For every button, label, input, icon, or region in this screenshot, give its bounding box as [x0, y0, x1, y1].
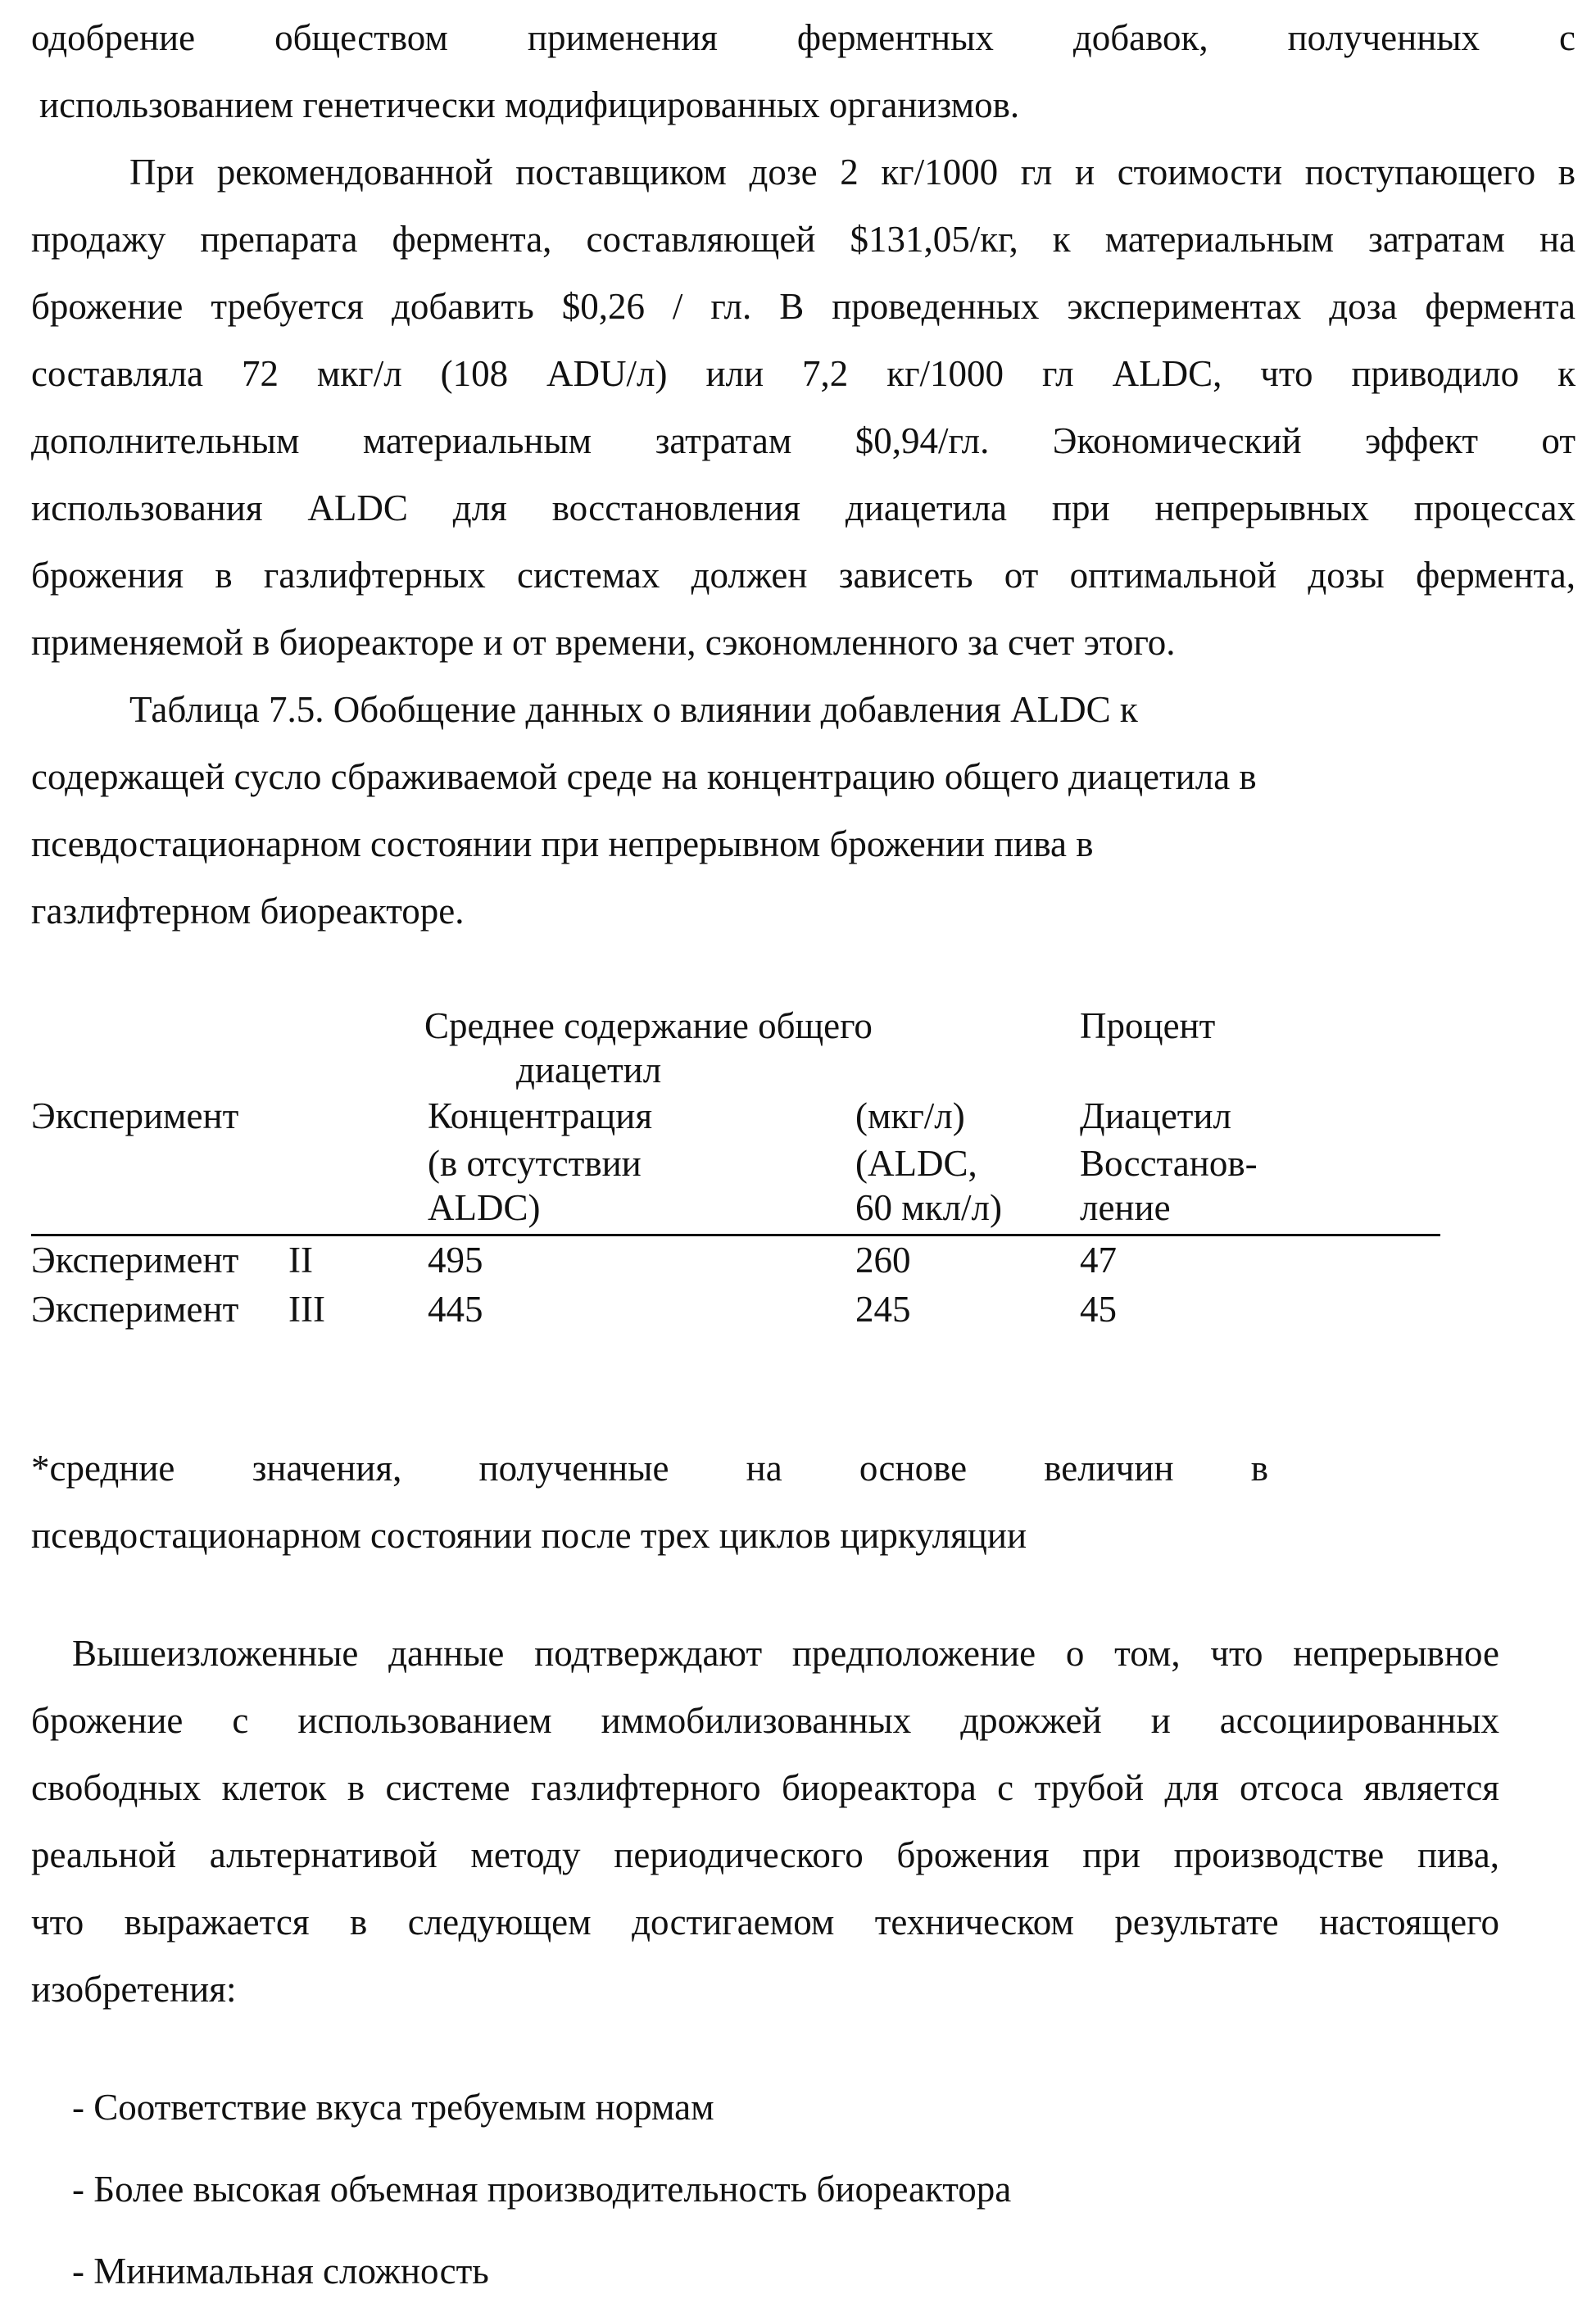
- footnote-line-1: *средние значения, полученные на основе величин в: [31, 1450, 1268, 1487]
- table-header-aldc-line-1: (ALDC,: [855, 1145, 977, 1182]
- table-header-group-line-2: диацетил: [516, 1052, 661, 1089]
- table-header-unit: (мкг/л): [855, 1098, 965, 1135]
- economics-line-7: брожения в газлифтерных системах должен зависеть от оптимальной дозы фермента,: [31, 557, 1576, 594]
- economics-line-6: использования ALDC для восстановления диацетила при непрерывных процессах: [31, 490, 1576, 527]
- row-value-no-aldc: 445: [428, 1291, 483, 1328]
- table-header-percent: Процент: [1080, 1008, 1215, 1045]
- economics-line-1: При рекомендованной поставщиком дозе 2 кг/1000 гл и стоимости поступающего в: [129, 154, 1576, 191]
- row-value-aldc: 260: [855, 1242, 911, 1279]
- table-header-no-aldc-line-1: (в отсутствии: [428, 1145, 642, 1182]
- table-header-rule: [31, 1234, 1440, 1236]
- row-experiment-label: Эксперимент: [31, 1291, 238, 1328]
- result-item-taste: - Соответствие вкуса требуемым нормам: [72, 2089, 714, 2126]
- table-header-reduction-line-1: Восстанов-: [1080, 1145, 1258, 1182]
- conclusion-line-2: брожение с использованием иммобилизованных дрожжей и ассоциированных: [31, 1702, 1499, 1739]
- result-item-productivity: - Более высокая объемная производительность биореактора: [72, 2171, 1011, 2208]
- table-caption-line-2: содержащей сусло сбраживаемой среде на концентрацию общего диацетила в: [31, 759, 1257, 796]
- economics-line-3: брожение требуется добавить $0,26 / гл. В проведенных экспериментах доза фермента: [31, 288, 1576, 325]
- table-header-diacetyl: Диацетил: [1080, 1098, 1231, 1135]
- row-experiment-label: Эксперимент: [31, 1242, 238, 1279]
- footnote-line-2: псевдостационарном состоянии после трех циклов циркуляции: [31, 1517, 1027, 1554]
- table-caption-line-3: псевдостационарном состоянии при непрерывном брожении пива в: [31, 826, 1094, 863]
- row-experiment-number: II: [288, 1242, 313, 1279]
- intro-line-2: использованием генетически модифицированных организмов.: [39, 87, 1019, 124]
- conclusion-line-1: Вышеизложенные данные подтверждают предположение о том, что непрерывное: [72, 1635, 1499, 1672]
- table-header-concentration: Концентрация: [428, 1098, 652, 1135]
- economics-line-8: применяемой в биореакторе и от времени, сэкономленного за счет этого.: [31, 624, 1176, 661]
- document-page: [0, 0, 1596, 2303]
- table-caption-line-4: газлифтерном биореакторе.: [31, 893, 465, 930]
- conclusion-line-5: что выражается в следующем достигаемом техническом результате настоящего: [31, 1904, 1499, 1941]
- economics-line-2: продажу препарата фермента, составляющей $131,05/кг, к материальным затратам на: [31, 221, 1576, 258]
- row-value-aldc: 245: [855, 1291, 911, 1328]
- table-caption-line-1: Таблица 7.5. Обобщение данных о влиянии добавления ALDC к: [129, 691, 1138, 728]
- conclusion-line-6: изобретения:: [31, 1971, 236, 2008]
- economics-line-4: составляла 72 мкг/л (108 ADU/л) или 7,2 кг/1000 гл ALDC, что приводило к: [31, 356, 1576, 392]
- table-header-experiment: Эксперимент: [31, 1098, 238, 1135]
- table-header-no-aldc-line-2: ALDC): [428, 1190, 540, 1226]
- intro-line-1: одобрение обществом применения ферментных добавок, полученных с: [31, 20, 1576, 57]
- result-item-complexity: - Минимальная сложность: [72, 2253, 489, 2290]
- row-value-no-aldc: 495: [428, 1242, 483, 1279]
- economics-line-5: дополнительным материальным затратам $0,94/гл. Экономический эффект от: [31, 423, 1576, 460]
- table-header-group-line-1: Среднее содержание общего: [424, 1008, 873, 1045]
- row-value-percent: 45: [1080, 1291, 1117, 1328]
- table-header-reduction-line-2: ление: [1080, 1190, 1171, 1226]
- row-value-percent: 47: [1080, 1242, 1117, 1279]
- row-experiment-number: III: [288, 1291, 325, 1328]
- conclusion-line-3: свободных клеток в системе газлифтерного биореактора с трубой для отсоса является: [31, 1770, 1499, 1807]
- table-header-aldc-line-2: 60 мкл/л): [855, 1190, 1002, 1226]
- conclusion-line-4: реальной альтернативой методу периодического брожения при производстве пива,: [31, 1837, 1499, 1874]
